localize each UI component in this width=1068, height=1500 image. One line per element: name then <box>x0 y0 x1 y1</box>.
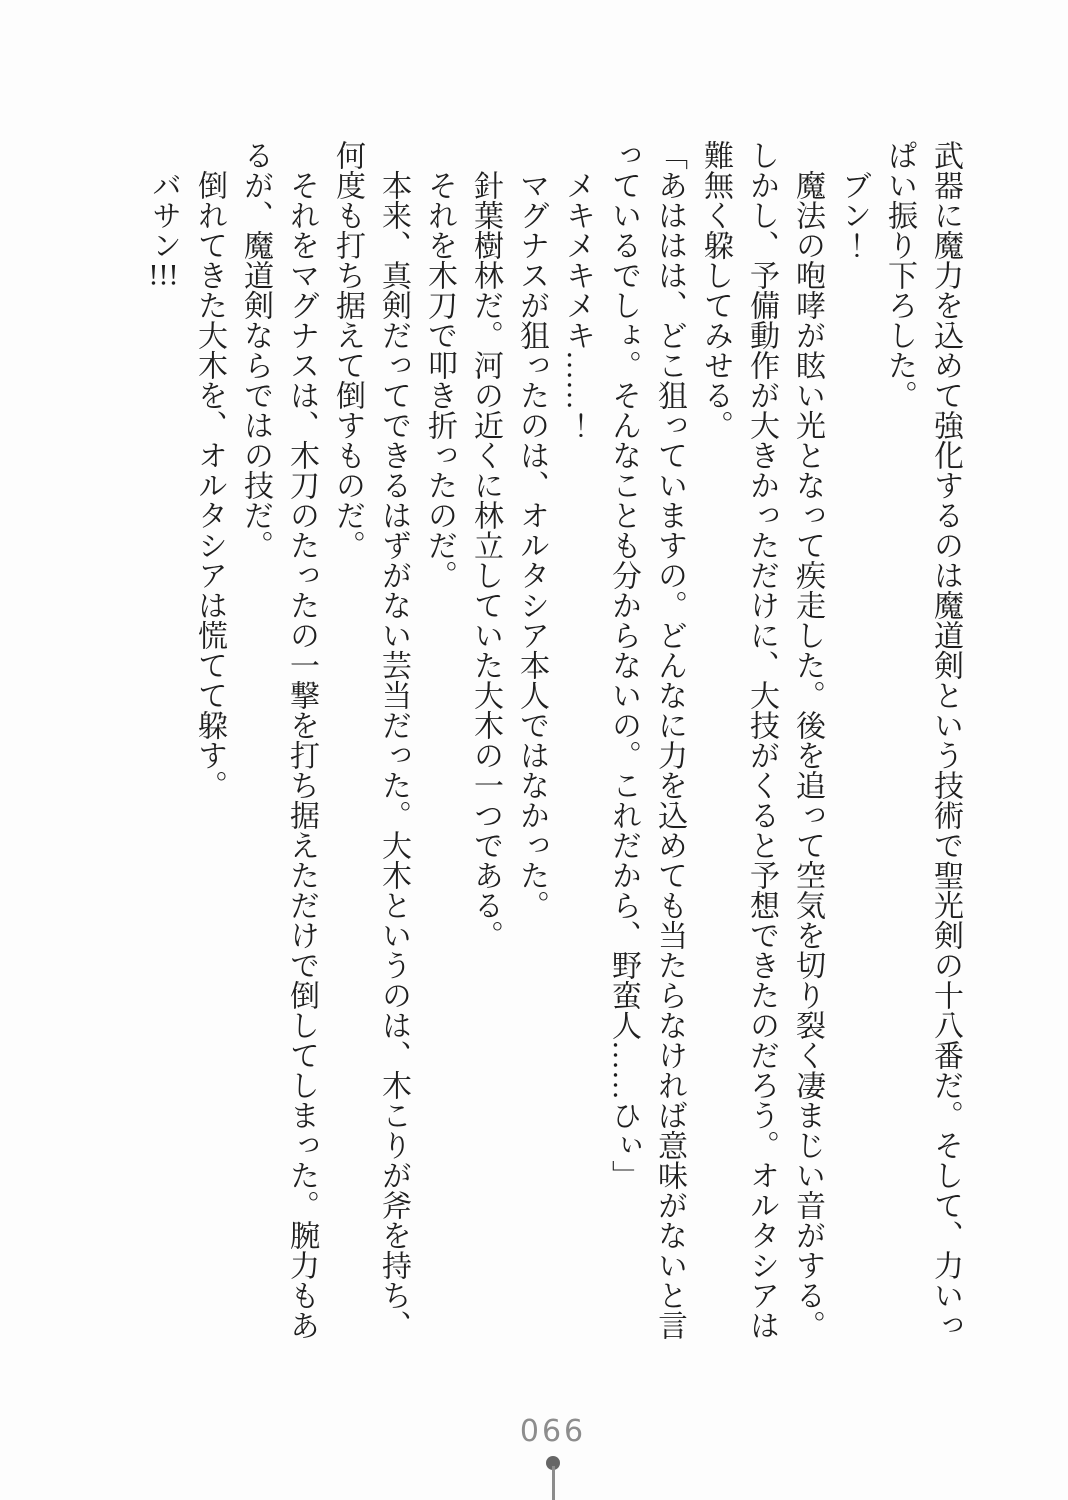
paragraph: ブン！ <box>837 170 870 260</box>
paragraph: 武器に魔力を込めて強化するのは魔道剣という技術で聖光剣の十八番だ。そして、力いっぱい振り下ろした。 <box>883 140 962 1340</box>
page-number: 066 <box>519 1414 587 1449</box>
paragraph: メキメキメキ……！ <box>561 170 594 440</box>
paragraph: 倒れてきた大木を、オルタシアは慌てて躱す。 <box>193 170 226 800</box>
tate-chu-yoko-text: !!! <box>148 260 179 290</box>
paragraph: バサン!!! <box>147 170 180 290</box>
footer-line-ornament <box>552 1466 555 1500</box>
paragraph: それを木刀で叩き折ったのだ。 <box>423 170 456 590</box>
paragraph: 本来、真剣だってできるはずがない芸当だった。大木というのは、木こりが斧を持ち、何度も打ち据えて倒すものだ。 <box>331 140 410 1340</box>
paragraph: マグナスが狙ったのは、オルタシア本人ではなかった。 <box>515 170 548 920</box>
paragraph: 「あははは、どこ狙っていますの。どんなに力を込めても当たらなければ意味がないと言っているでしょ。そんなことも分からないの。これだから、野蛮人……ひぃ」 <box>607 140 686 1340</box>
paragraph: 針葉樹林だ。河の近くに林立していた大木の一つである。 <box>469 170 502 950</box>
body-text <box>136 140 968 1344</box>
paragraph: 魔法の咆哮が眩い光となって疾走した。後を追って空気を切り裂く凄まじい音がする。しかし、予備動作が大きかっただけに、大技がくると予想できたのだろう。オルタシアは難無く躱してみせる。 <box>699 140 824 1340</box>
paragraph: それをマグナスは、木刀のたったの一撃を打ち据えただけで倒してしまった。腕力もあるが、魔道剣ならではの技だ。 <box>239 140 318 1340</box>
